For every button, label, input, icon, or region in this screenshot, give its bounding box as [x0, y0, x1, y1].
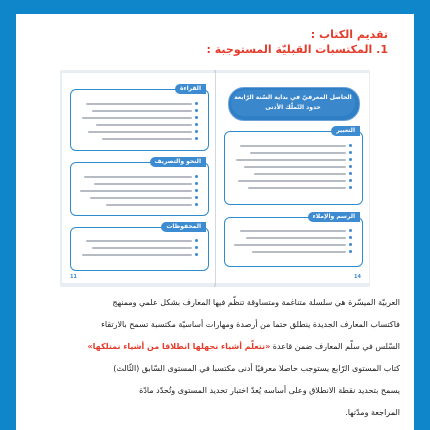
body-paragraph: [30, 298, 400, 428]
body-line: المراجعة ومدّتها.: [345, 408, 400, 417]
text-line: [246, 237, 346, 239]
bullet: [349, 165, 352, 168]
body-line: فاكتساب المعارف الجديدة ينطلق حتما من أرصدة ومهارات أساسيّة مكتسبة تسمح بالارتقاء: [101, 320, 400, 329]
text-line: [84, 176, 192, 178]
panel-title-expression: التعبير: [331, 126, 360, 136]
bullet: [349, 250, 352, 253]
panel-reading: [70, 89, 209, 151]
bullet: [195, 203, 198, 206]
banner: [228, 87, 360, 121]
body-line: [87, 342, 400, 351]
bullet: [195, 175, 198, 178]
panel-title-grammar: النحو والتصريف: [150, 157, 206, 167]
text-line: [102, 138, 192, 140]
text-line: [238, 180, 346, 182]
body-text: السّلس في سلّم المعارف ضمن قاعدة: [270, 342, 400, 351]
frame-right: [414, 0, 430, 430]
text-line: [82, 117, 192, 119]
banner-text: [231, 90, 355, 116]
bullet: [349, 158, 352, 161]
text-line: [90, 197, 192, 199]
bullet: [195, 253, 198, 256]
panel-memorization: [70, 227, 209, 271]
text-line: [236, 159, 346, 161]
text-line: [82, 254, 192, 256]
text-line: [80, 190, 192, 192]
text-line: [244, 166, 346, 168]
text-line: [250, 152, 346, 154]
text-line: [92, 110, 192, 112]
text-line: [88, 131, 192, 133]
bullet: [195, 130, 198, 133]
body-line: العربيّة الميسّرة هي سلسلة متناغمة ومتساوقة تنظّم فيها المعارف بشكل علمي وممنهج: [112, 298, 400, 307]
bullet: [195, 182, 198, 185]
bullet: [195, 196, 198, 199]
bullet: [349, 151, 352, 154]
text-line: [94, 183, 192, 185]
panel-expression: [224, 131, 363, 205]
bullet: [349, 179, 352, 182]
book-spread-image: [60, 70, 370, 287]
body-line: كتاب المستوى الرّابع يستوجب حاصلا معرفيًا أدنى مكتسبا في المستوى السّابق (الثّالث): [113, 364, 400, 373]
text-line: [96, 124, 192, 126]
text-line: [254, 173, 346, 175]
bullet: [349, 172, 352, 175]
text-line: [92, 247, 192, 249]
panel-spelling: [224, 217, 363, 267]
text-line: [106, 204, 192, 206]
panel-title-memorization: المحفوظات: [161, 222, 206, 232]
bullet: [195, 239, 198, 242]
bullet: [195, 102, 198, 105]
book-left-page: [62, 73, 215, 283]
text-line: [248, 187, 346, 189]
bullet: [195, 246, 198, 249]
frame-top: [0, 0, 430, 14]
body-line: يسمح بتحديد نقطة الانطلاق وعلى أساسه يُعدّ اختبار تحديد المستوى وتُحدّد مادّة: [139, 386, 400, 395]
bullet: [195, 109, 198, 112]
book-right-page: [216, 73, 369, 283]
highlight-quote: «نتعلّم أشياء نجهلها انطلاقا من أشياء نمتلكها»: [87, 342, 271, 351]
bullet: [349, 229, 352, 232]
page-number: 14: [354, 274, 361, 280]
text-line: [86, 240, 192, 242]
banner-line-2: حدود التّملّك الأدنى: [265, 104, 321, 111]
page-number: 11: [70, 274, 77, 280]
text-line: [240, 230, 346, 232]
bullet: [195, 189, 198, 192]
page-title: تقديم الكتاب :: [310, 28, 388, 41]
bullet: [195, 123, 198, 126]
bullet: [349, 144, 352, 147]
text-line: [240, 145, 346, 147]
panel-title-reading: القراءة: [175, 84, 206, 94]
text-line: [252, 251, 346, 253]
bullet: [349, 243, 352, 246]
text-line: [234, 244, 346, 246]
bullet: [349, 236, 352, 239]
banner-line-1: الحاصل المعرفيّ في بداية السّنة الرّابعة: [234, 94, 352, 101]
bullet: [195, 116, 198, 119]
bullet: [195, 137, 198, 140]
bullet: [349, 186, 352, 189]
panel-title-spelling: الرسم والإملاء: [308, 212, 360, 222]
frame-left: [0, 0, 16, 430]
panel-grammar: [70, 162, 209, 216]
section-heading: 1. المكتسبات القبليّة المستوجبة :: [206, 43, 388, 56]
text-line: [86, 103, 192, 105]
